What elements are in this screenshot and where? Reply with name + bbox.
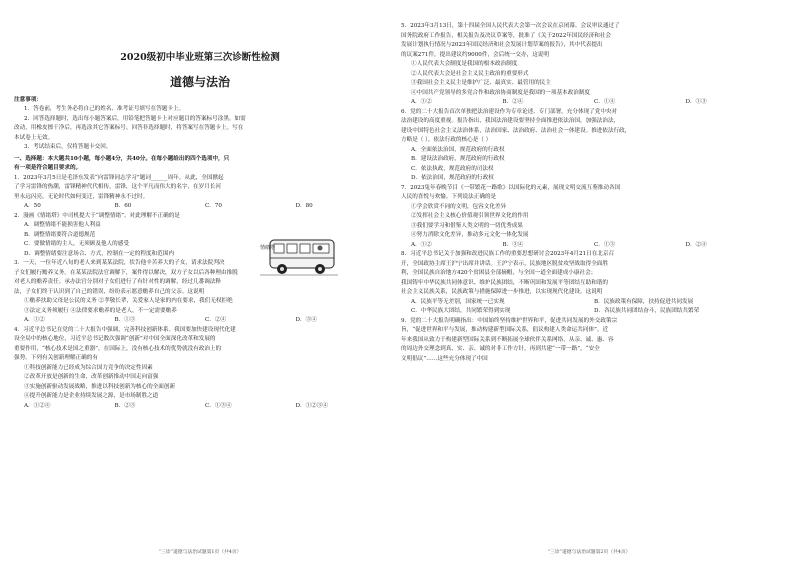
option: C．中华民族大团结，共同繁荣得到实现 (411, 308, 511, 314)
notice-line: 改动，用橡皮擦干净后，再选涂其它答案标号。回答非选择题时，将答案写在答题卡上。写在 (14, 125, 244, 131)
question-8-options-row (401, 307, 777, 317)
question-9-line: 年来我国从致力于构建新型国际关系到不断拓展全球伙伴关系网络，从亲、诚、惠、容 (401, 336, 614, 343)
notice-line: 本试卷上无效。 (14, 134, 54, 141)
statement-item: ②发挥社会主义核心价值观引领世界文化的作用 (411, 213, 529, 219)
option: A．全面依法治国，规范政府的行政权 (411, 146, 505, 153)
statement-item: ①学会欣赏不同的文明，包容文化差异 (411, 203, 507, 210)
subject-title: 道德与法治 (169, 74, 230, 89)
option: A．民族平等无差别，国家统一已实现 (411, 298, 505, 305)
question-6-line: 建设中国特色社会主义法治体系，法治国家、法治政府、法治社会一体建设。推进依法行政， (401, 127, 631, 134)
question-4-line: ②改革开放是创新的生命，改革创新推动中国走向富强 (24, 374, 159, 380)
question-7-line: 7．2023兔年春晚节目《一带繁花一路歌》以国际化的元素，展现文明交流互鉴推动各国 (401, 184, 621, 191)
question-1-line: 里永远闪亮。无论时代如何变迁，雷锋精神永不过时。 (14, 193, 149, 200)
question-9-line: 9．党的二十大报告明确指出：中国始终坚持维护世界和平，促进共同发展的外交政策宗 (401, 317, 618, 324)
page-right (401, 0, 777, 562)
option: A．50 (24, 203, 41, 209)
question-4-line: 4．习近平总书记在党的二十大报告中强调，完善科技创新体系。我国要加快建设现代化建 (14, 326, 236, 333)
question-2-line: 2．漫画《情绪塔》中司机提大于“调整情绪”。对此理解不正确的是 (14, 212, 180, 219)
page-footer: “三诊”道德与法治试题第2页（共4页） (547, 550, 631, 555)
question-4-line: ①科技创新能力已经成为综合国力竞争的决定性因素 (24, 364, 153, 371)
question-9-line: 的周边外交理念到真、实、亲、诚的对非工作方针，再到共建“一带一路”，“安全 (401, 346, 600, 352)
question-3-line: ①赡养扶助父母是公民的义务 ②孝敬长辈，关爱家人是家的内在要求，我们无权拒绝 (24, 298, 233, 304)
question-3-line: 对老人的赡养责任。承办法官分别对子女们进行了有针对性的调解，经过几番调法释 (14, 279, 221, 285)
statement-item: ④中国共产党领导的多党合作和政治协商制度是我国的一项基本政治制度 (411, 89, 591, 96)
question-8-line: 我国铸牢中华民族共同体意识、维护民族团结，不断巩固和发展平等团结互助和谐的 (401, 279, 608, 286)
notice-heading: 注意事项： (14, 96, 42, 103)
page-footer: “三诊”道德与法治试题第1页（共4页） (158, 550, 242, 555)
option: A．①②④ (24, 402, 51, 409)
statement-item: ③我们要学习和借鉴人类文明的一切优秀成果 (411, 222, 523, 229)
question-4-line: 设全局中的核心地位，习近平总书记数次强调“创新”对中国全面深化改革和发展的 (14, 336, 216, 342)
question-5-options (401, 98, 777, 108)
option: B．①③ (114, 317, 136, 323)
option: D．调整情绪要注意场合、方式，控制在一定的程度和范围内 (24, 250, 174, 257)
question-5-line: 国务院政府工作报告，相关报告及决议草案等，批准了《关于2022年国民经济和社会 (401, 32, 612, 39)
option: C．①③ (594, 241, 616, 248)
question-4-options (14, 402, 386, 412)
page-left (14, 0, 386, 562)
question-5-line: 发展计划执行情况与2023年国民经济和社会发展计划草案的报告》，其中代表提出 (401, 42, 603, 48)
option: C．①④ (594, 99, 616, 105)
option: B．60 (114, 203, 132, 209)
question-1-line: 1．2023年3月5日是毛泽东发表“向雷锋同志学习”题词______周年。从此，全国掀起 (14, 174, 224, 181)
option: B．民族政策有保障，扶持促进共同发展 (594, 298, 694, 305)
option: C．70 (205, 203, 222, 209)
option: D．①②③④ (295, 402, 328, 409)
question-8-options-row (401, 298, 777, 308)
question-7-options (401, 241, 777, 251)
option: A．①② (24, 317, 45, 323)
question-6-line: 6．党的二十大报告首次单独把法治建设作为专章论述、专门部署，充分体现了党中央对 (401, 108, 618, 115)
option: D．②④ (685, 241, 707, 248)
question-6-line: 法治建设的高度重视。报告指出，我国法治建设要坚持全面推进依法治国，加强法治法， (401, 118, 620, 124)
question-8-line: 8．习近平总书记关于加强和改进民族工作的重要思想研讨会2023年4月21日在北京召 (401, 251, 615, 257)
notice-line: 1．答卷前，考生务必将自己的姓名、准考证号填写在答题卡上。 (24, 106, 185, 112)
statement-item: ②人民代表大会是社会主义民主政治的重要形式 (411, 70, 529, 77)
option: D．③④ (295, 317, 317, 323)
question-3-line: 3．一天，一位年近八旬的老人来到某某法院，状告他辛苦养大的子女，请求法院判决 (14, 260, 225, 266)
question-4-line: ④提升创新能力是企业持续发展之源，是市场制胜之道 (24, 393, 159, 399)
question-4-line: 强势。下列有关创新理解正确的有 (14, 355, 98, 361)
option: C．②④ (205, 317, 227, 323)
option: C．要做情绪的主人，无须顾及他人的感受 (24, 241, 129, 247)
question-9-line: 文明倡议”……这些充分体现了中国 (401, 355, 488, 362)
option: D．①③ (685, 99, 707, 105)
option: B．调整情绪要符合道德规范 (24, 231, 96, 238)
bus-cartoon-illustration (260, 236, 338, 278)
question-3-line: 子女们履行赡养义务。在某某法院法官调解下，案件得以解决，双方子女以后各种理由推脱 (14, 269, 238, 276)
notice-line: 3．考试结束后，仅将答题卡交回。 (24, 144, 112, 150)
question-1-options (14, 202, 386, 212)
question-8-line: 开，全国政协主席王沪宁出席并讲话。王沪宁表示，民族地区脱贫攻坚战取得全面胜 (401, 260, 608, 267)
question-4-line: 重要作用，“核心技术是国之重器”，在国际上，没有核心技术的优势就没有政治上的 (14, 345, 222, 352)
statement-item: ③我国社会主义民主是维护广泛、最真实、最管用的民主 (411, 80, 551, 86)
option: D．依法治国，规范政府的行政权 (411, 175, 494, 181)
question-4-line: ③实施创新驱动发展战略，推进以科技创新为核心的全面创新 (24, 383, 176, 390)
option: B．②③ (114, 402, 136, 409)
statement-item: ④努力消除文化差异，推动多元文化一体化发展 (411, 232, 529, 238)
question-5-line: 5．2023年3月13日，第十四届全国人民代表大会第一次会议在京闭幕。会议审议通过了 (401, 23, 620, 29)
option: B．②④ (502, 99, 524, 105)
question-5-line: 的议案271件，提出建议约9000件，会后统一交办，这说明 (401, 51, 549, 58)
question-6-line: 方略是（ ），依法行政的核心是（ ） (401, 137, 492, 143)
question-1-line: 了学习雷锋的热潮，雷锋精神代代相传。雷锋，这个平凡而伟大的名字，在岁月长河 (14, 184, 221, 190)
option: A．①② (411, 99, 432, 105)
question-9-line: 旨，“促进世界和平与发展，推动构建新型国际关系，倡议构建人类命运共同体”。近 (401, 327, 609, 333)
question-3-line: 法，子女们终于认识到了自己的错误，纷纷表示愿意赡养自己的父亲。这说明 (14, 288, 205, 295)
option: A．调整情绪不能损害他人利益 (24, 222, 101, 228)
option: B．③④ (502, 241, 524, 248)
question-8-line: 社会主义民族关系，民族政策与措施保障进一步推进，以实现现代化建设。这说明 (401, 289, 603, 295)
section-heading: 有一项是符合题目要求的。 (14, 165, 82, 171)
section-heading: 一、选择题：本大题共10小题，每小题4分，共40分。在每小题给出的四个选项中，只 (14, 155, 230, 162)
option: C．①③④ (205, 402, 232, 409)
statement-item: ①人民代表大会制度是我国的根本政治制度 (411, 61, 518, 67)
cartoon-caption: 情绪塔 (260, 245, 276, 251)
option: B．建设法治政府，规范政府的行政权 (411, 156, 505, 162)
exam-title: 2020级初中毕业班第三次诊断性检测 (120, 52, 280, 63)
question-3-line: ③法定义务须履行 ④法律要求赡养的是老人，不一定需要赡养 (24, 307, 177, 314)
question-8-line: 利，全国民族自治地方420个贫困县全部摘帽，与全国一道全面建成小康社会； (401, 270, 597, 276)
option: D．各民族共同团结奋斗，民族团结共繁荣 (594, 308, 700, 314)
option: C．依法执政，规范政府的司法权 (411, 165, 494, 172)
question-7-line: 人民的喜悦与欢愉。下列说法正确的是 (401, 194, 497, 200)
notice-line: 2．回答选择题时，选出每小题答案后，用铅笔把答题卡上对应题目的答案标号涂黑。如需 (24, 115, 246, 122)
option: D．80 (295, 203, 313, 209)
option: A．①② (411, 241, 432, 248)
question-3-options (14, 316, 386, 326)
